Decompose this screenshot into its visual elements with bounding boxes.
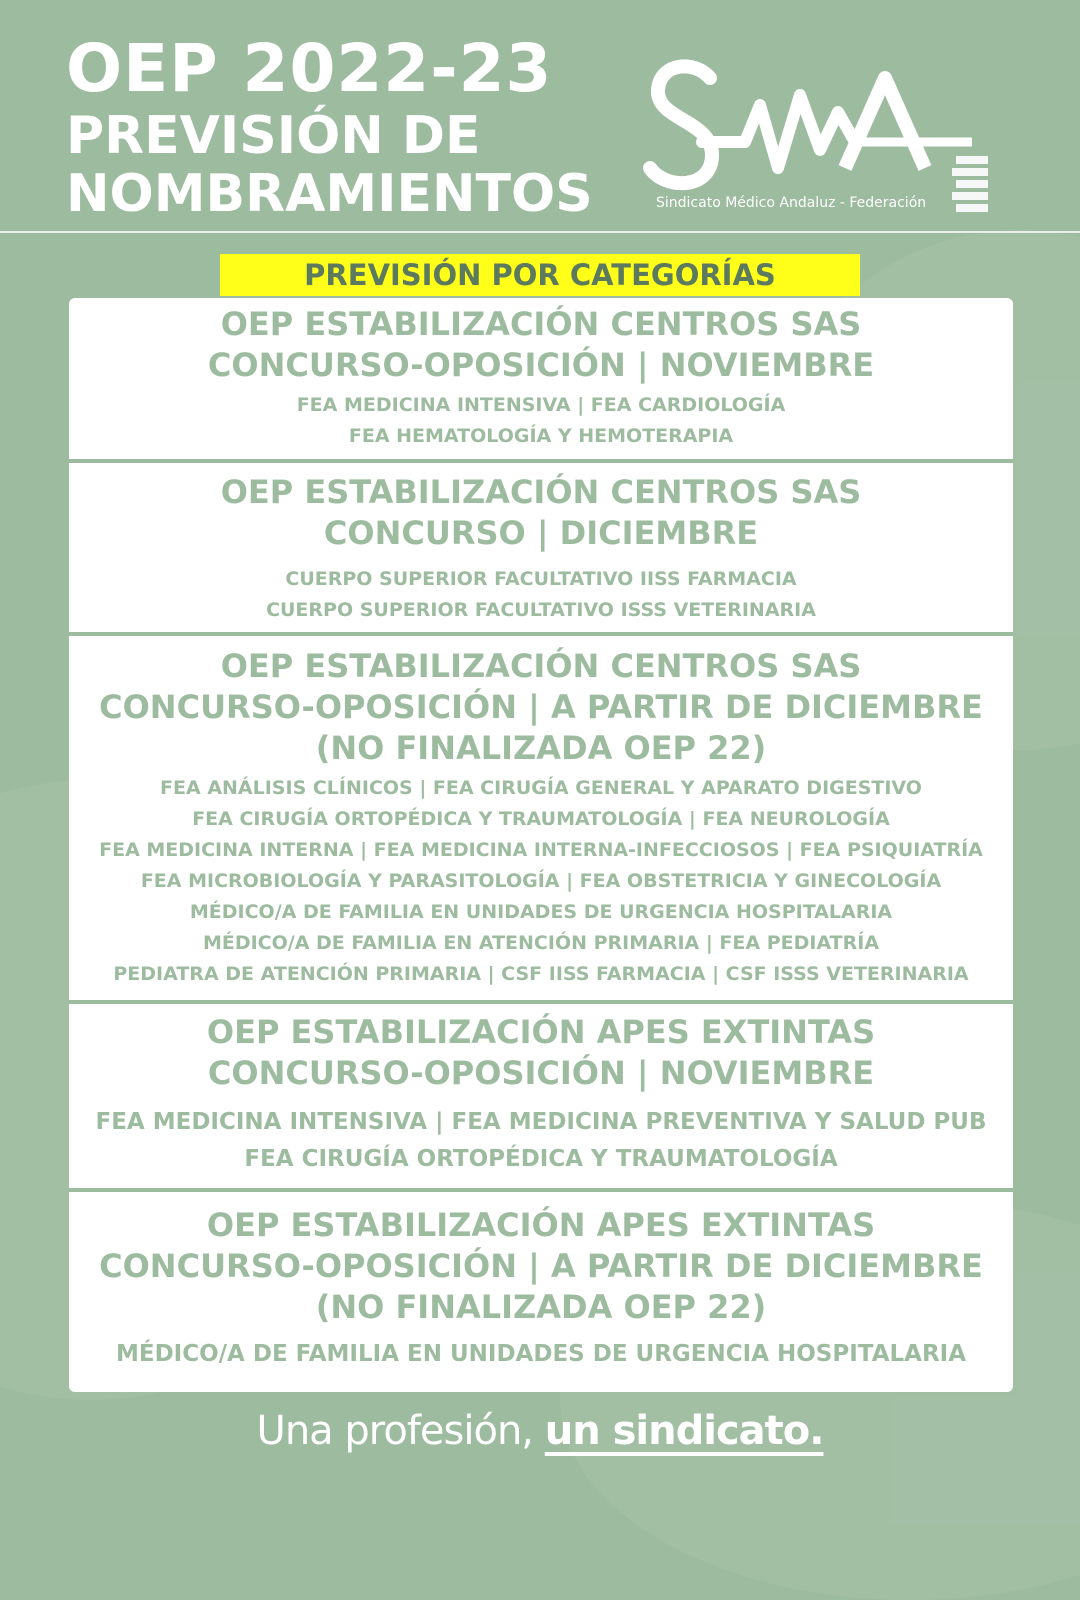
section-3	[69, 646, 1013, 990]
section-item: MÉDICO/A DE FAMILIA EN ATENCIÓN PRIMARIA | FEA PEDIATRÍA	[202, 932, 880, 954]
section-5	[69, 1205, 1013, 1373]
section-title	[69, 304, 1013, 386]
section-item: PEDIATRA DE ATENCIÓN PRIMARIA | CSF IISS FARMACIA | CSF ISSS VETERINARIA	[113, 963, 969, 985]
section-title-line: (NO FINALIZADA OEP 22)	[315, 1288, 767, 1326]
section-item: FEA MEDICINA INTERNA | FEA MEDICINA INTERNA-INFECCIOSOS | FEA PSIQUIATRÍA	[99, 839, 983, 861]
section-title-line: OEP ESTABILIZACIÓN CENTROS SAS	[220, 647, 862, 685]
section-item: MÉDICO/A DE FAMILIA EN UNIDADES DE URGENCIA HOSPITALARIA	[115, 1341, 967, 1367]
section-title-line: (NO FINALIZADA OEP 22)	[315, 729, 767, 767]
section-item: MÉDICO/A DE FAMILIA EN UNIDADES DE URGENCIA HOSPITALARIA	[189, 901, 893, 923]
section-items	[69, 1336, 1013, 1373]
stacked-bars-icon	[952, 156, 988, 212]
section-item: FEA ANÁLISIS CLÍNICOS | FEA CIRUGÍA GENERAL Y APARATO DIGESTIVO	[160, 777, 922, 799]
section-title	[69, 1012, 1013, 1094]
section-items	[69, 1104, 1013, 1178]
section-title	[69, 472, 1013, 554]
section-title	[69, 646, 1013, 769]
page-title	[66, 30, 593, 224]
section-item: FEA MEDICINA INTENSIVA | FEA CARDIOLOGÍA	[296, 394, 786, 416]
section-title-line: CONCURSO-OPOSICIÓN | A PARTIR DE DICIEMBRE	[99, 688, 983, 726]
section-item: FEA CIRUGÍA ORTOPÉDICA Y TRAUMATOLOGÍA | FEA NEUROLOGÍA	[192, 808, 890, 830]
section-item: FEA MICROBIOLOGÍA Y PARASITOLOGÍA | FEA OBSTETRICIA Y GINECOLOGÍA	[140, 870, 942, 892]
section-separator	[69, 632, 1013, 636]
section-title	[69, 1205, 1013, 1328]
section-item: FEA MEDICINA INTENSIVA | FEA MEDICINA PREVENTIVA Y SALUD PUB	[95, 1109, 987, 1135]
section-title-line: CONCURSO | DICIEMBRE	[323, 514, 759, 552]
tagline-part-2: un sindicato.	[544, 1408, 824, 1454]
categories-panel	[69, 298, 1013, 1392]
section-separator	[69, 1000, 1013, 1004]
section-separator	[69, 459, 1013, 463]
section-title-line: OEP ESTABILIZACIÓN CENTROS SAS	[220, 473, 862, 511]
section-items	[69, 390, 1013, 452]
section-separator	[69, 1188, 1013, 1192]
section-item: CUERPO SUPERIOR FACULTATIVO ISSS VETERINARIA	[266, 599, 816, 621]
category-banner: PREVISIÓN POR CATEGORÍAS	[220, 254, 860, 296]
title-line-1: OEP 2022-23	[66, 30, 553, 107]
title-line-3: NOMBRAMIENTOS	[66, 164, 593, 224]
section-title-line: CONCURSO-OPOSICIÓN | NOVIEMBRE	[207, 1054, 875, 1092]
section-items	[69, 564, 1013, 626]
section-title-line: CONCURSO-OPOSICIÓN | A PARTIR DE DICIEMBRE	[99, 1247, 983, 1285]
tagline-part-1: Una profesión,	[256, 1408, 534, 1454]
section-item: FEA CIRUGÍA ORTOPÉDICA Y TRAUMATOLOGÍA	[244, 1146, 838, 1172]
section-title-line: OEP ESTABILIZACIÓN CENTROS SAS	[220, 305, 862, 343]
section-4	[69, 1012, 1013, 1178]
section-item: CUERPO SUPERIOR FACULTATIVO IISS FARMACIA	[285, 568, 797, 590]
section-title-line: CONCURSO-OPOSICIÓN | NOVIEMBRE	[207, 346, 875, 384]
title-line-2: PREVISIÓN DE	[66, 106, 481, 166]
logo-caption: Sindicato Médico Andaluz - Federación	[656, 195, 927, 211]
section-title-line: OEP ESTABILIZACIÓN APES EXTINTAS	[206, 1013, 876, 1051]
section-item: FEA HEMATOLOGÍA Y HEMOTERAPIA	[348, 425, 734, 447]
header-divider	[0, 231, 1080, 233]
section-1	[69, 304, 1013, 452]
tagline	[0, 1408, 1080, 1454]
section-items	[69, 773, 1013, 990]
section-2	[69, 472, 1013, 626]
section-title-line: OEP ESTABILIZACIÓN APES EXTINTAS	[206, 1206, 876, 1244]
